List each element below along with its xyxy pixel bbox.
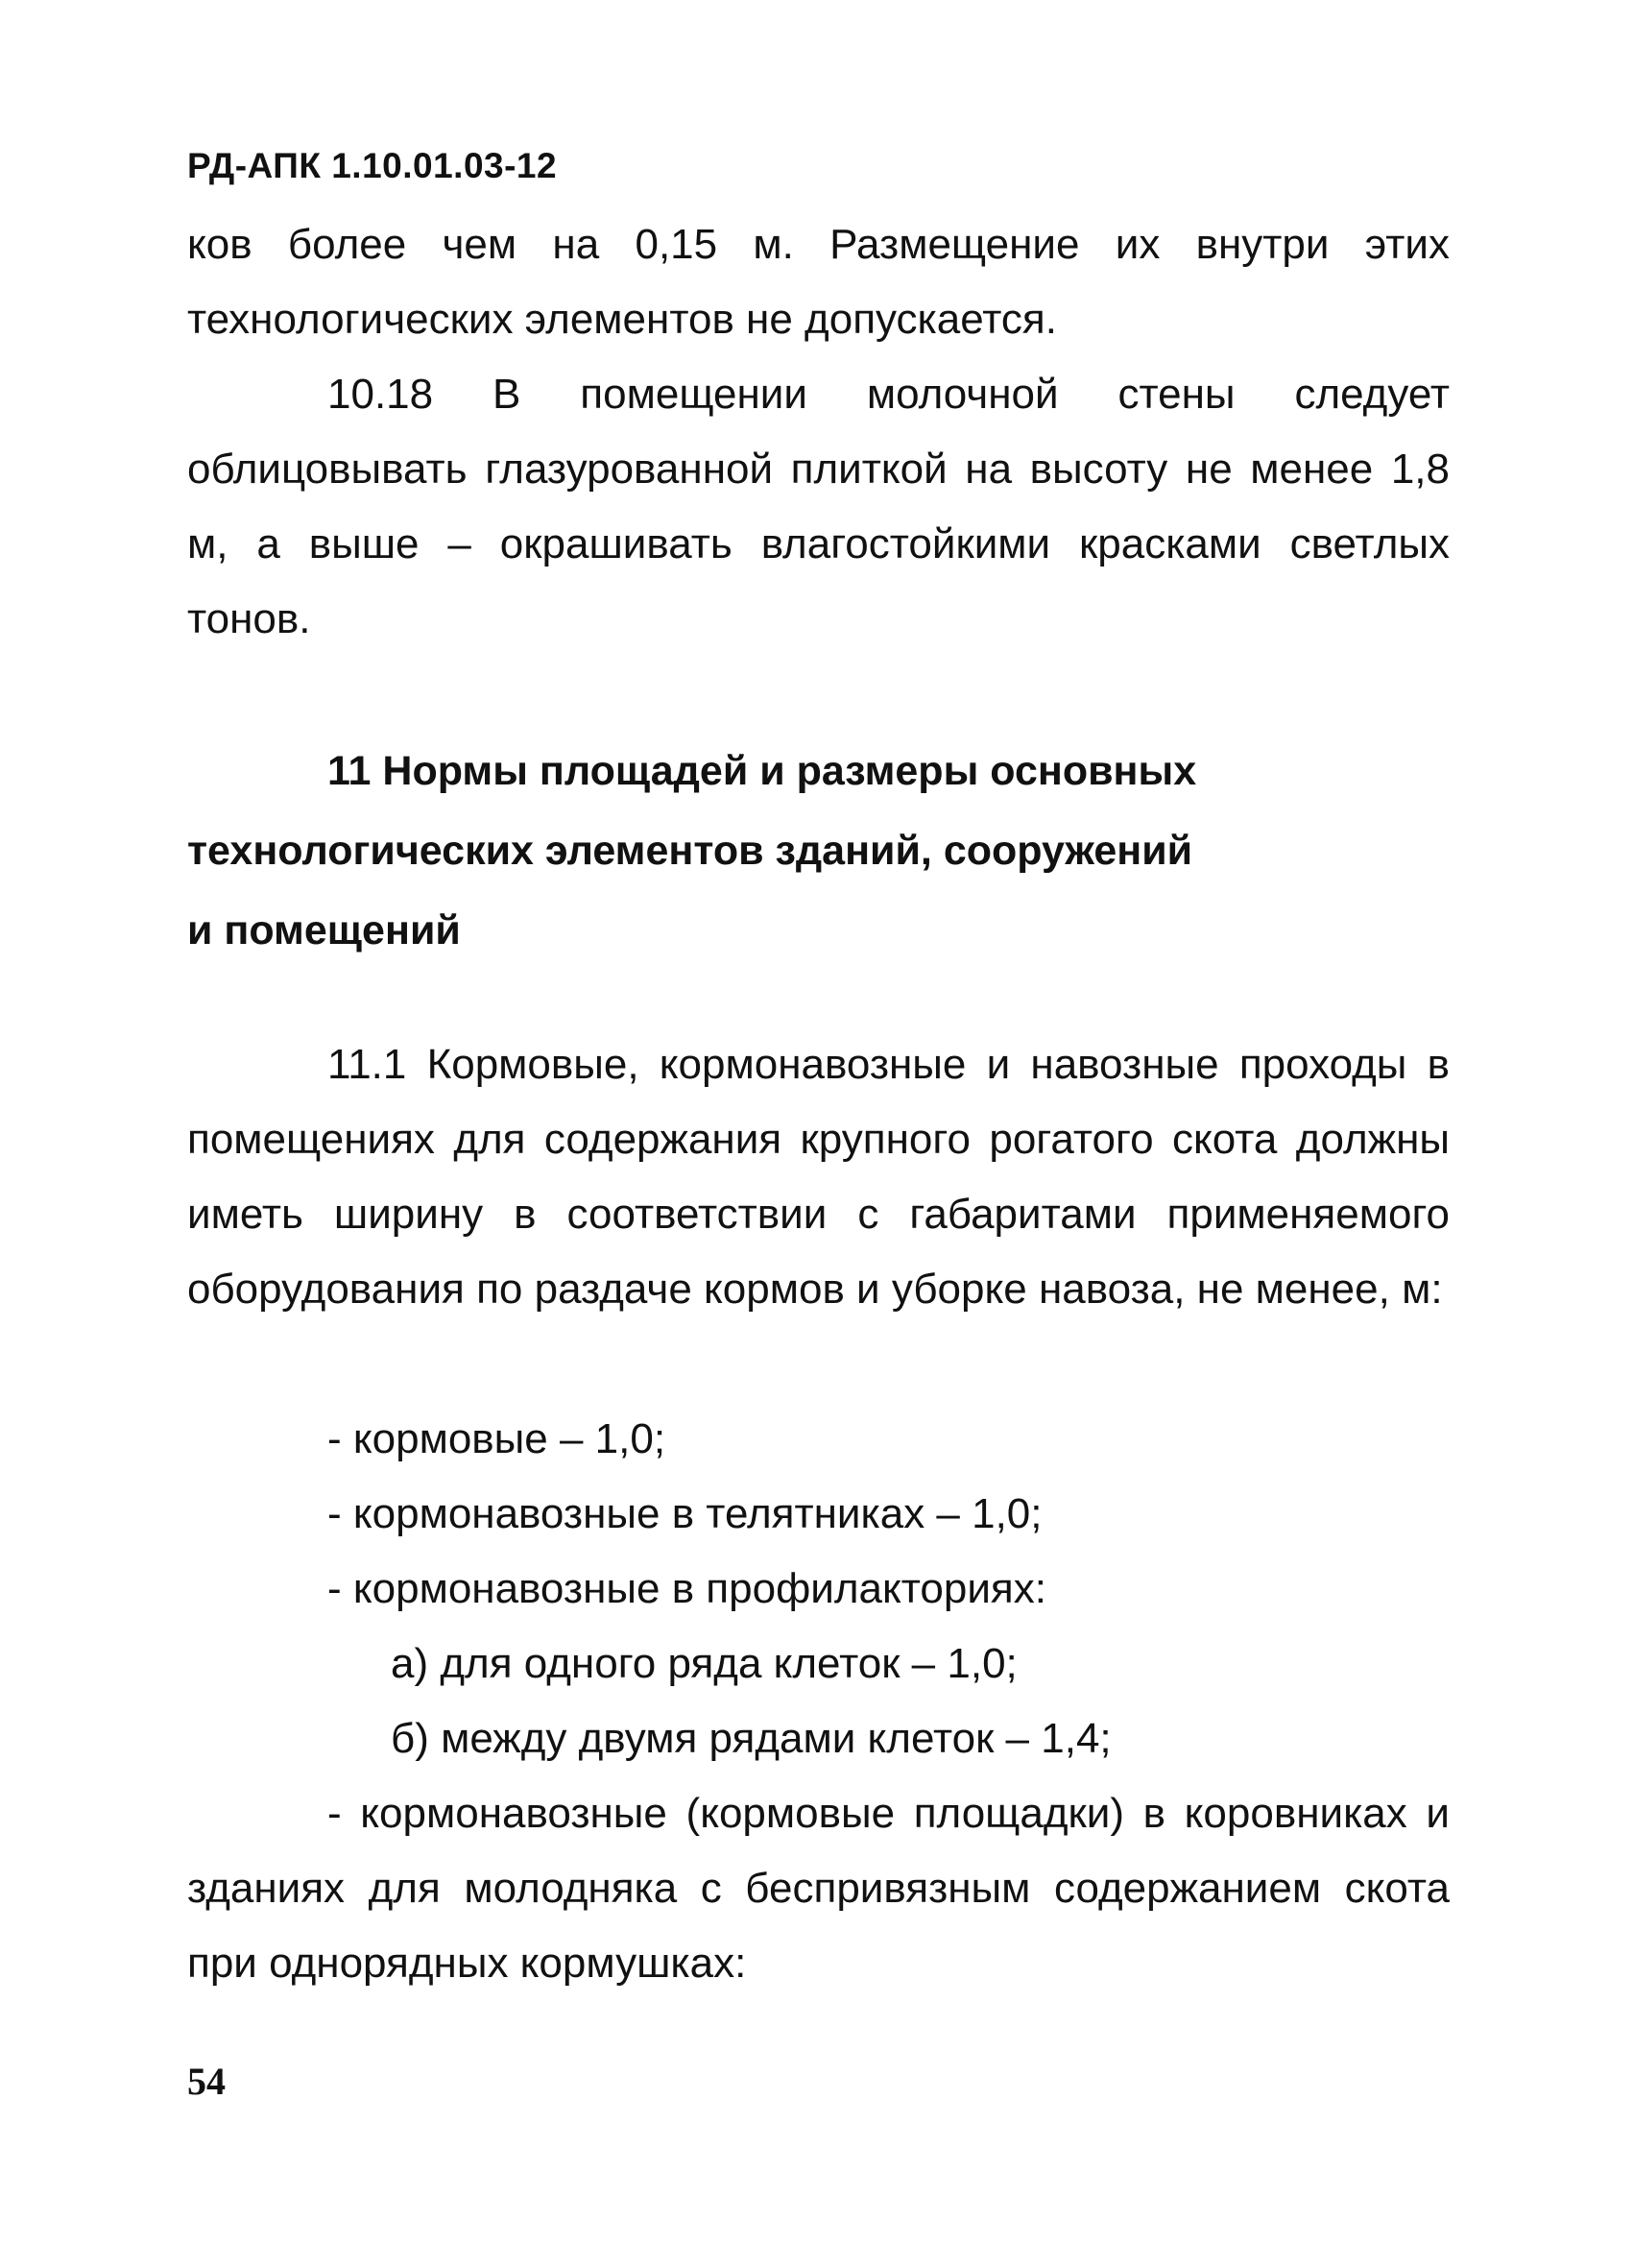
list-item: - кормонавозные в профилакториях: [327, 1565, 1046, 1612]
section-heading-11 [187, 732, 1450, 971]
paragraph-continuation: ков более чем на 0,15 м. Размещение их внутри этих технологических элементов не допускается. [187, 221, 1450, 343]
list-subitem: а) для одного ряда клеток – 1,0; [391, 1640, 1018, 1687]
page-number: 54 [187, 2060, 226, 2103]
section-heading-line-2: технологических элементов зданий, сооружений [187, 828, 1193, 874]
document-code-header: РД-АПК 1.10.01.03-12 [187, 146, 558, 185]
list-item: - кормовые – 1,0; [327, 1415, 666, 1462]
paragraph-11-1: 11.1 Кормовые, кормонавозные и навозные проходы в помещениях для содержания крупного рогатого скота должны иметь ширину в соответствии с габаритами применяемого оборудования по раздаче кормов и уборке навоза, не менее, м: [187, 1041, 1450, 1313]
paragraph-feed-platforms: - кормонавозные (кормовые площадки) в коровниках и зданиях для молодняка с беспривязным содержанием скота при однорядных кормушках: [187, 1790, 1450, 1987]
passage-width-list [187, 1402, 1450, 1776]
list-item: - кормонавозные в телятниках – 1,0; [327, 1490, 1043, 1537]
section-heading-line-1: 11 Нормы площадей и размеры основных [327, 748, 1197, 794]
paragraph-10-18: 10.18 В помещении молочной стены следует облицовывать глазурованной плиткой на высоту не менее 1,8 м, а выше – окрашивать влагостойкими красками светлых тонов. [187, 371, 1450, 642]
section-heading-line-3: и помещений [187, 907, 461, 953]
list-subitem: б) между двумя рядами клеток – 1,4; [391, 1715, 1112, 1762]
